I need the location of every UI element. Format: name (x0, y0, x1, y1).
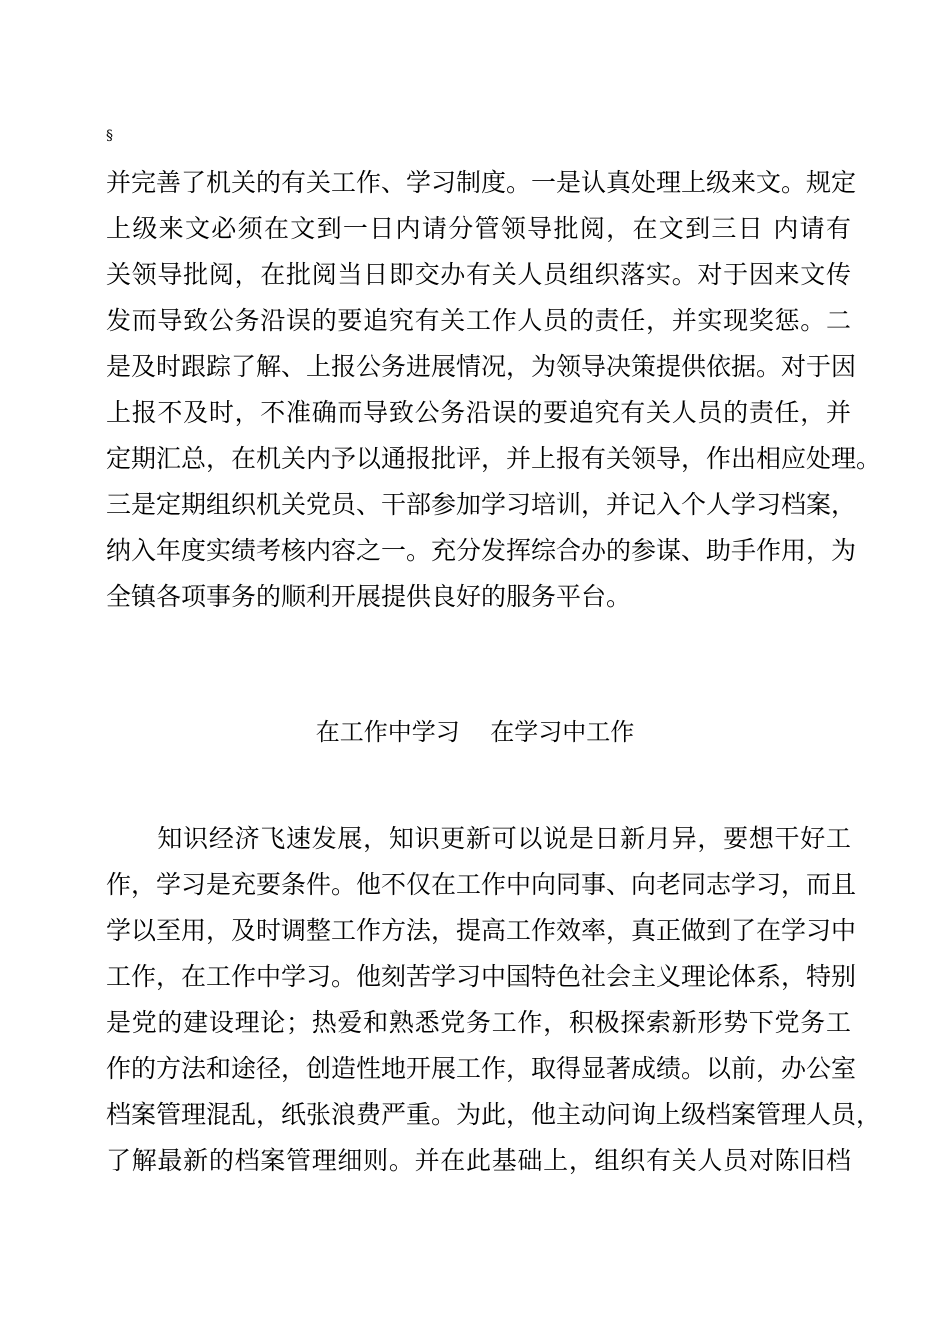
paragraph-1 (106, 160, 882, 620)
paragraph-1-line: 全镇各项事务的顺利开展提供良好的服务平台。 (106, 582, 632, 611)
section-mark: § (106, 128, 113, 144)
paragraph-1-line: 三是定期组织机关党员、干部参加学习培训，并记入个人学习档案， (106, 490, 857, 519)
paragraph-2-line: 知识经济飞速发展，知识更新可以说是日新月异，要想干好工 (106, 824, 851, 853)
paragraph-1-line: 是及时跟踪了解、上报公务进展情况，为领导决策提供依据。对于因 (106, 352, 857, 381)
paragraph-2-line: 作的方法和途径，创造性地开展工作，取得显著成绩。以前，办公室 (106, 1054, 857, 1083)
paragraph-1-line: 并完善了机关的有关工作、学习制度。一是认真处理上级来文。规定 (106, 168, 857, 197)
paragraph-2-line: 了解最新的档案管理细则。并在此基础上，组织有关人员对陈旧档 (106, 1146, 851, 1175)
paragraph-2 (106, 816, 882, 1184)
paragraph-1-line: 上级来文必须在文到一日内请分管领导批阅，在文到三日 内请有 (106, 214, 851, 243)
paragraph-1-line: 关领导批阅，在批阅当日即交办有关人员组织落实。对于因来文传 (106, 260, 851, 289)
paragraph-1-line: 纳入年度实绩考核内容之一。充分发挥综合办的参谋、助手作用，为 (106, 536, 857, 565)
section-heading: 在工作中学习 在学习中工作 (315, 718, 635, 746)
paragraph-1-line: 上报不及时，不准确而导致公务沿误的要追究有关人员的责任，并 (106, 398, 851, 427)
paragraph-1-line: 发而导致公务沿误的要追究有关工作人员的责任，并实现奖惩。二 (106, 306, 851, 335)
paragraph-2-line: 作，学习是充要条件。他不仅在工作中向同事、向老同志学习，而且 (106, 870, 857, 899)
paragraph-1-line: 定期汇总，在机关内予以通报批评，并上报有关领导，作出相应处理。 (106, 444, 882, 473)
paragraph-2-line: 工作，在工作中学习。他刻苦学习中国特色社会主义理论体系，特别 (106, 962, 857, 991)
paragraph-2-line: 学以至用，及时调整工作方法，提高工作效率，真正做到了在学习中 (106, 916, 857, 945)
paragraph-2-line: 是党的建设理论；热爱和熟悉党务工作，积极探索新形势下党务工 (106, 1008, 851, 1037)
paragraph-2-line: 档案管理混乱，纸张浪费严重。为此，他主动问询上级档案管理人员， (106, 1100, 882, 1129)
